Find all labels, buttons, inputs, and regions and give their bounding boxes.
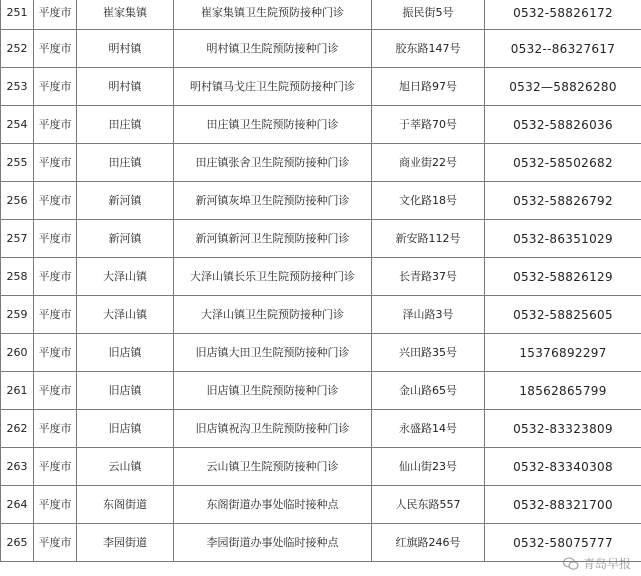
- city-cell: 平度市: [34, 106, 77, 144]
- clinic-name-cell: 崔家集镇卫生院预防接种门诊: [174, 0, 372, 30]
- phone-cell: 0532-58826172: [485, 0, 641, 30]
- town-cell: 新河镇: [77, 182, 174, 220]
- table-row: [1, 372, 641, 410]
- town-cell: 旧店镇: [77, 410, 174, 448]
- town-cell: 旧店镇: [77, 372, 174, 410]
- clinic-name-cell: 明村镇卫生院预防接种门诊: [174, 30, 372, 68]
- table-row: [1, 220, 641, 258]
- town-cell: 旧店镇: [77, 334, 174, 372]
- table-body: [1, 0, 641, 562]
- clinic-name-cell: 新河镇新河卫生院预防接种门诊: [174, 220, 372, 258]
- clinic-name-cell: 田庄镇卫生院预防接种门诊: [174, 106, 372, 144]
- town-cell: 大泽山镇: [77, 296, 174, 334]
- phone-cell: 0532-58502682: [485, 144, 641, 182]
- table-row: [1, 0, 641, 30]
- address-cell: 泽山路3号: [372, 296, 485, 334]
- row-number-cell: 263: [1, 448, 34, 486]
- city-cell: 平度市: [34, 0, 77, 30]
- table-row: [1, 182, 641, 220]
- phone-cell: 0532-58825605: [485, 296, 641, 334]
- city-cell: 平度市: [34, 486, 77, 524]
- address-cell: 文化路18号: [372, 182, 485, 220]
- phone-cell: 0532-86351029: [485, 220, 641, 258]
- clinic-name-cell: 云山镇卫生院预防接种门诊: [174, 448, 372, 486]
- row-number-cell: 258: [1, 258, 34, 296]
- row-number-cell: 261: [1, 372, 34, 410]
- address-cell: 人民东路557: [372, 486, 485, 524]
- table-row: [1, 334, 641, 372]
- row-number-cell: 251: [1, 0, 34, 30]
- phone-cell: 0532-83340308: [485, 448, 641, 486]
- watermark-text: 青岛早报: [582, 557, 631, 571]
- town-cell: 田庄镇: [77, 106, 174, 144]
- row-number-cell: 254: [1, 106, 34, 144]
- city-cell: 平度市: [34, 296, 77, 334]
- address-cell: 仙山街23号: [372, 448, 485, 486]
- table-row: [1, 258, 641, 296]
- city-cell: 平度市: [34, 448, 77, 486]
- phone-cell: 0532-58826036: [485, 106, 641, 144]
- town-cell: 明村镇: [77, 30, 174, 68]
- town-cell: 东阁街道: [77, 486, 174, 524]
- address-cell: 长青路37号: [372, 258, 485, 296]
- phone-cell: 18562865799: [485, 372, 641, 410]
- address-cell: 新安路112号: [372, 220, 485, 258]
- row-number-cell: 259: [1, 296, 34, 334]
- town-cell: 大泽山镇: [77, 258, 174, 296]
- city-cell: 平度市: [34, 182, 77, 220]
- address-cell: 商业街22号: [372, 144, 485, 182]
- town-cell: 明村镇: [77, 68, 174, 106]
- city-cell: 平度市: [34, 334, 77, 372]
- row-number-cell: 265: [1, 524, 34, 562]
- address-cell: 于莘路70号: [372, 106, 485, 144]
- town-cell: 崔家集镇: [77, 0, 174, 30]
- clinic-name-cell: 李园街道办事处临时接种点: [174, 524, 372, 562]
- table-row: [1, 106, 641, 144]
- table-row: [1, 524, 641, 562]
- phone-cell: 0532-58826792: [485, 182, 641, 220]
- address-cell: 永盛路14号: [372, 410, 485, 448]
- phone-cell: 0532-58075777: [485, 524, 641, 562]
- row-number-cell: 256: [1, 182, 34, 220]
- clinic-name-cell: 田庄镇张舍卫生院预防接种门诊: [174, 144, 372, 182]
- phone-cell: 15376892297: [485, 334, 641, 372]
- town-cell: 李园街道: [77, 524, 174, 562]
- clinic-name-cell: 东阁街道办事处临时接种点: [174, 486, 372, 524]
- clinic-name-cell: 大泽山镇长乐卫生院预防接种门诊: [174, 258, 372, 296]
- city-cell: 平度市: [34, 144, 77, 182]
- table-row: [1, 486, 641, 524]
- city-cell: 平度市: [34, 372, 77, 410]
- phone-cell: 0532-83323809: [485, 410, 641, 448]
- table-row: [1, 30, 641, 68]
- town-cell: 田庄镇: [77, 144, 174, 182]
- row-number-cell: 260: [1, 334, 34, 372]
- address-cell: 旭日路97号: [372, 68, 485, 106]
- city-cell: 平度市: [34, 30, 77, 68]
- clinic-name-cell: 旧店镇祝沟卫生院预防接种门诊: [174, 410, 372, 448]
- table-row: [1, 68, 641, 106]
- clinic-name-cell: 明村镇马戈庄卫生院预防接种门诊: [174, 68, 372, 106]
- table-row: [1, 448, 641, 486]
- address-cell: 金山路65号: [372, 372, 485, 410]
- clinic-name-cell: 大泽山镇卫生院预防接种门诊: [174, 296, 372, 334]
- row-number-cell: 257: [1, 220, 34, 258]
- phone-cell: 0532-88321700: [485, 486, 641, 524]
- clinic-name-cell: 新河镇灰埠卫生院预防接种门诊: [174, 182, 372, 220]
- city-cell: 平度市: [34, 68, 77, 106]
- row-number-cell: 253: [1, 68, 34, 106]
- town-cell: 云山镇: [77, 448, 174, 486]
- table-row: [1, 410, 641, 448]
- clinic-name-cell: 旧店镇大田卫生院预防接种门诊: [174, 334, 372, 372]
- city-cell: 平度市: [34, 410, 77, 448]
- city-cell: 平度市: [34, 524, 77, 562]
- row-number-cell: 262: [1, 410, 34, 448]
- phone-cell: 0532--86327617: [485, 30, 641, 68]
- town-cell: 新河镇: [77, 220, 174, 258]
- table-row: [1, 144, 641, 182]
- city-cell: 平度市: [34, 258, 77, 296]
- address-cell: 红旗路246号: [372, 524, 485, 562]
- clinic-name-cell: 旧店镇卫生院预防接种门诊: [174, 372, 372, 410]
- city-cell: 平度市: [34, 220, 77, 258]
- phone-cell: 0532-58826129: [485, 258, 641, 296]
- row-number-cell: 264: [1, 486, 34, 524]
- table-row: [1, 296, 641, 334]
- phone-cell: 0532—58826280: [485, 68, 641, 106]
- row-number-cell: 255: [1, 144, 34, 182]
- address-cell: 兴田路35号: [372, 334, 485, 372]
- row-number-cell: 252: [1, 30, 34, 68]
- address-cell: 振民街5号: [372, 0, 485, 30]
- address-cell: 胶东路147号: [372, 30, 485, 68]
